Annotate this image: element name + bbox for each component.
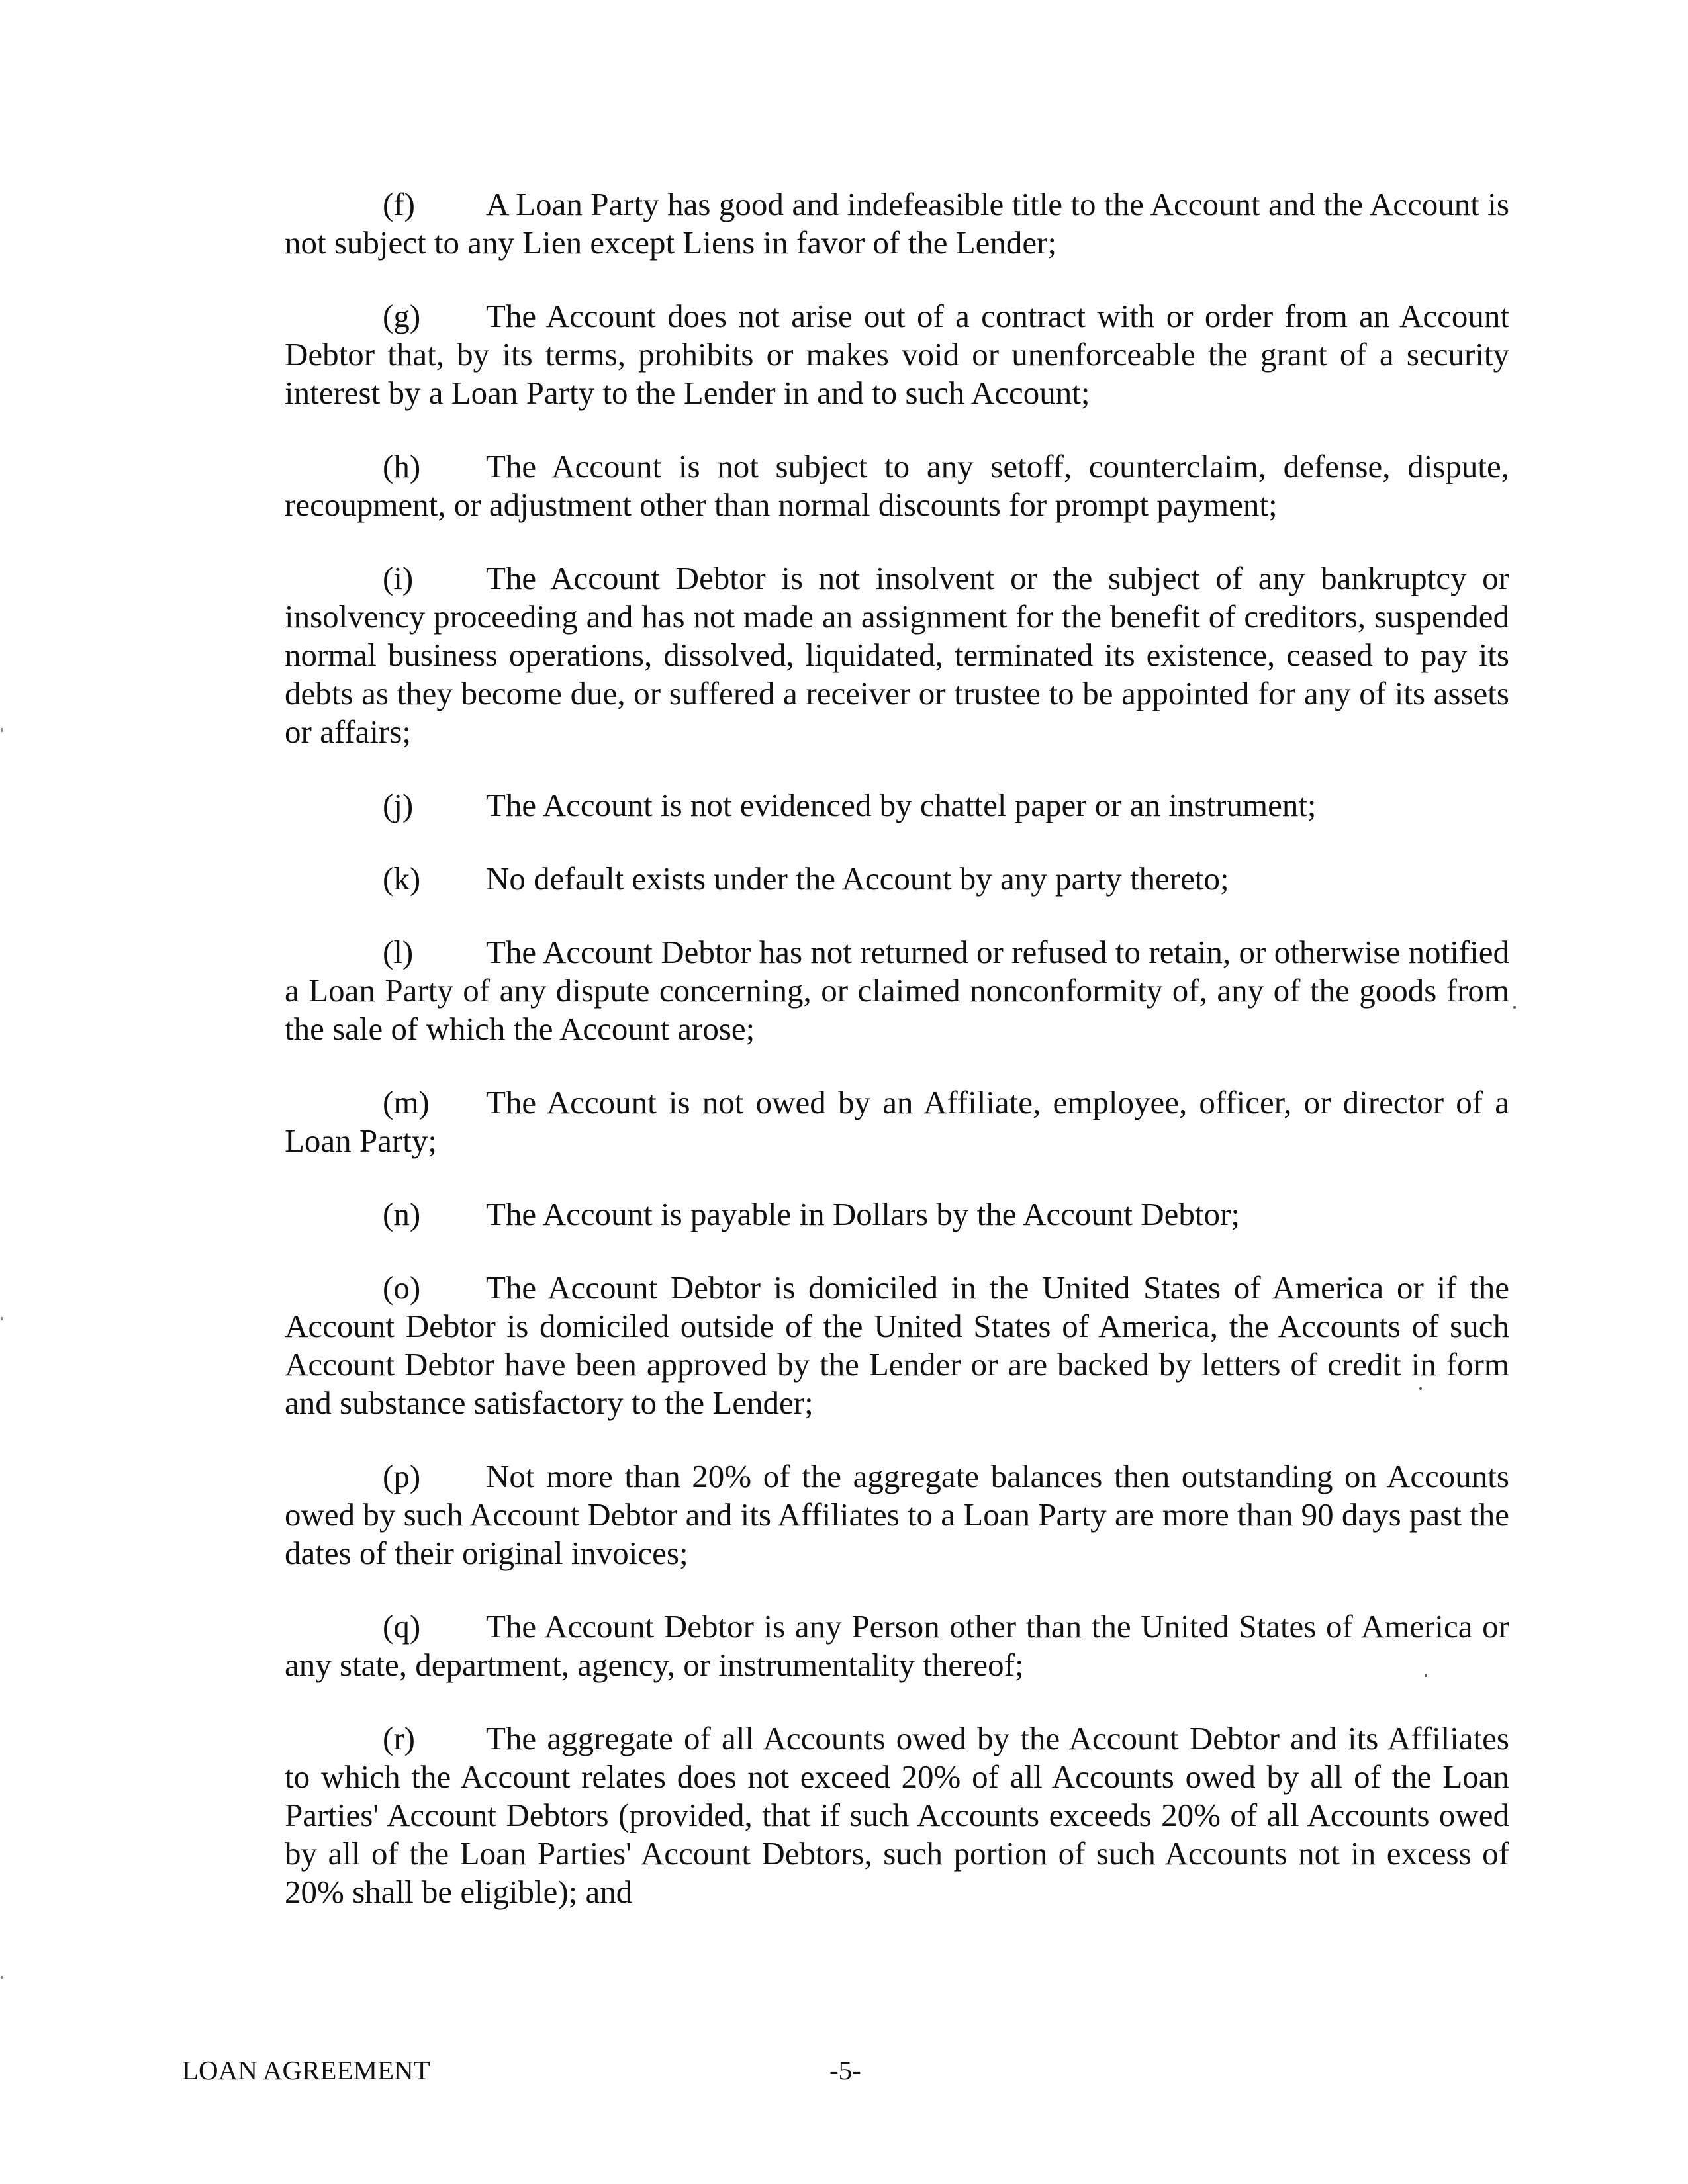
scan-edge-mark [1, 728, 3, 732]
clause-text: The Account Debtor has not returned or refused to retain, or otherwise notified a Loan Party of any dispute concerning, or claimed nonconformity of, any of the goods from the sale of which the Account arose; [285, 934, 1509, 1047]
clause-text: The Account does not arise out of a contract with or order from an Account Debtor that, by its terms, prohibits or makes void or unenforceable the grant of a security interest by a Loan Party to the Lender in and to such Account; [285, 298, 1509, 411]
clause-label: (g) [383, 298, 421, 334]
clause-label: (l) [383, 934, 414, 970]
clause-label: (o) [383, 1269, 421, 1306]
clause-o [285, 1269, 1509, 1422]
clause-label: (k) [383, 860, 421, 897]
clause-text: The Account Debtor is not insolvent or the subject of any bankruptcy or insolvency proceeding and has not made an assignment for the benefit of creditors, suspended normal business operations, dissolved, liquidated, terminated its existence, ceased to pay its debts as they become due, or suffered a receiver or trustee to be appointed for any of its assets or affairs; [285, 560, 1509, 750]
clause-label: (i) [383, 560, 414, 596]
clause-k [285, 860, 1509, 898]
clause-label: (q) [383, 1608, 421, 1645]
clause-text: Not more than 20% of the aggregate balances then outstanding on Accounts owed by such Account Debtor and its Affiliates to a Loan Party are more than 90 days past the dates of their original invoices; [285, 1458, 1509, 1571]
clause-text: No default exists under the Account by any party thereto; [486, 860, 1229, 897]
clause-text: The Account Debtor is domiciled in the United States of America or if the Account Debtor is domiciled outside of the United States of America, the Accounts of such Account Debtor have been approved by the Lender or are backed by letters of credit in form and substance satisfactory to the Lender; [285, 1269, 1509, 1421]
clause-label: (j) [383, 787, 414, 823]
scan-edge-mark [1, 1317, 3, 1320]
clause-f [285, 185, 1509, 262]
clause-label: (h) [383, 448, 421, 484]
clause-label: (m) [383, 1084, 430, 1120]
clause-m [285, 1083, 1509, 1160]
footer-page-number: -5- [829, 2055, 861, 2085]
clause-q [285, 1608, 1509, 1684]
clause-label: (f) [383, 186, 415, 222]
clause-text: The Account is not owed by an Affiliate, employee, officer, or director of a Loan Party; [285, 1084, 1509, 1159]
scan-edge-mark [1, 1976, 3, 1979]
clause-p [285, 1457, 1509, 1572]
clause-h [285, 447, 1509, 524]
scan-speck [1425, 1674, 1427, 1677]
footer-document-title: LOAN AGREEMENT [182, 2055, 430, 2085]
clause-label: (n) [383, 1196, 421, 1232]
clause-n [285, 1195, 1509, 1234]
clause-label: (r) [383, 1720, 415, 1756]
clause-text: The Account is not subject to any setoff, counterclaim, defense, dispute, recoupment, or adjustment other than normal discounts for prompt payment; [285, 448, 1509, 523]
clause-l [285, 933, 1509, 1048]
scan-speck [1419, 1387, 1422, 1390]
clause-text: The Account is payable in Dollars by the Account Debtor; [486, 1196, 1240, 1232]
scan-speck [1513, 1006, 1516, 1009]
clause-text: A Loan Party has good and indefeasible title to the Account and the Account is not subject to any Lien except Liens in favor of the Lender; [285, 186, 1509, 261]
clause-text: The aggregate of all Accounts owed by the Account Debtor and its Affiliates to which the Account relates does not exceed 20% of all Accounts owed by all of the Loan Parties' Account Debtors (provided, that if such Accounts exceeds 20% of all Accounts owed by all of the Loan Parties' Account Debtors, such portion of such Accounts not in excess of 20% shall be eligible); and [285, 1720, 1509, 1910]
clause-i [285, 559, 1509, 751]
clause-g [285, 297, 1509, 412]
document-body [285, 185, 1509, 1946]
clause-j [285, 786, 1509, 825]
clause-text: The Account Debtor is any Person other than the United States of America or any state, department, agency, or instrumentality thereof; [285, 1608, 1509, 1683]
clause-label: (p) [383, 1458, 421, 1494]
clause-r [285, 1719, 1509, 1911]
clause-text: The Account is not evidenced by chattel paper or an instrument; [486, 787, 1317, 823]
